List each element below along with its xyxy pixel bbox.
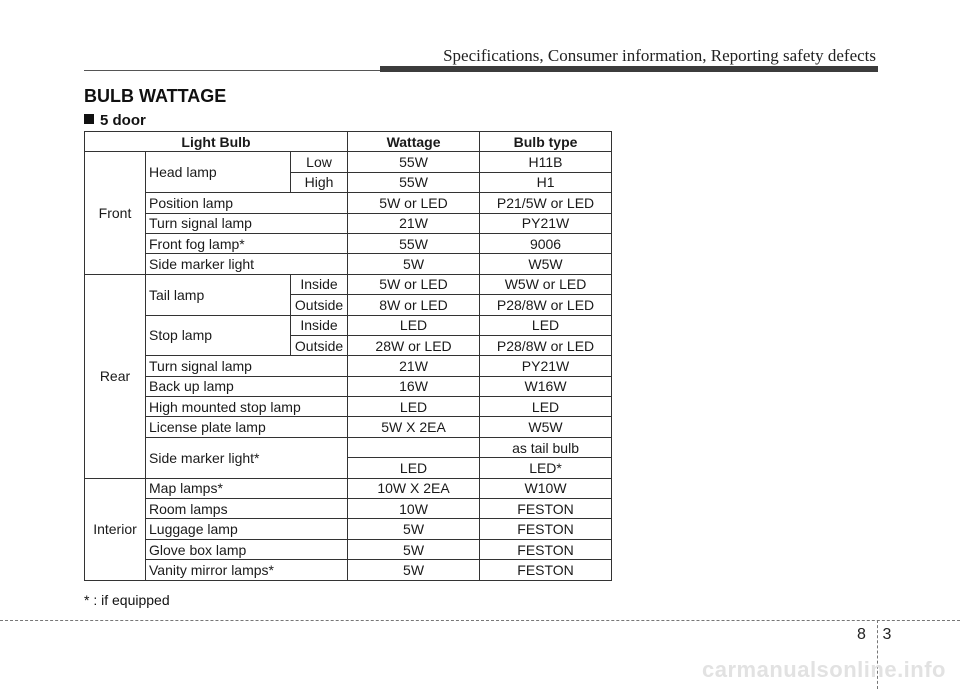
wattage-cell: 5W <box>348 560 480 580</box>
bulb-type-cell: P28/8W or LED <box>480 295 612 315</box>
table-row <box>85 213 612 233</box>
bulb-type-cell: W5W <box>480 254 612 274</box>
item-label: Luggage lamp <box>146 519 348 539</box>
bulb-type-cell: H1 <box>480 172 612 192</box>
subsection-heading <box>84 112 146 129</box>
page-number <box>857 626 901 644</box>
wattage-cell: 5W or LED <box>348 274 480 294</box>
column-header-bulb-type: Bulb type <box>480 132 612 152</box>
footnote: * : if equipped <box>84 592 170 608</box>
sub-label: Low <box>291 152 348 172</box>
wattage-cell: 5W <box>348 539 480 559</box>
chapter-number: 8 <box>857 626 866 643</box>
wattage-cell: 28W or LED <box>348 335 480 355</box>
table-row <box>85 437 612 457</box>
bulb-type-cell: P28/8W or LED <box>480 335 612 355</box>
table-row <box>85 417 612 437</box>
sub-label: Outside <box>291 295 348 315</box>
sub-label: Outside <box>291 335 348 355</box>
bulb-type-cell: as tail bulb <box>480 437 612 457</box>
wattage-cell: 5W <box>348 254 480 274</box>
item-stop-lamp: Stop lamp <box>146 315 291 356</box>
wattage-cell: 5W X 2EA <box>348 417 480 437</box>
table-row <box>85 193 612 213</box>
table-row <box>85 274 612 294</box>
item-label: Position lamp <box>146 193 348 213</box>
table-row <box>85 478 612 498</box>
item-label: Front fog lamp* <box>146 233 348 253</box>
table-row <box>85 254 612 274</box>
bulb-type-cell: LED <box>480 397 612 417</box>
wattage-cell: 55W <box>348 172 480 192</box>
bulb-type-cell: W5W or LED <box>480 274 612 294</box>
item-label: Back up lamp <box>146 376 348 396</box>
bulb-type-cell: FESTON <box>480 519 612 539</box>
wattage-cell: LED <box>348 315 480 335</box>
item-label: Turn signal lamp <box>146 213 348 233</box>
group-label-interior: Interior <box>85 478 146 580</box>
table-row <box>85 397 612 417</box>
page-number-value: 3 <box>882 626 892 643</box>
section-title: BULB WATTAGE <box>84 86 227 106</box>
table-row <box>85 519 612 539</box>
wattage-cell: 21W <box>348 213 480 233</box>
bulb-type-cell: LED <box>480 315 612 335</box>
wattage-cell: 10W X 2EA <box>348 478 480 498</box>
wattage-cell <box>348 437 480 457</box>
column-header-light-bulb: Light Bulb <box>85 132 348 152</box>
subsection-label: 5 door <box>100 112 146 129</box>
wattage-cell: 5W <box>348 519 480 539</box>
bulb-wattage-table <box>84 131 612 581</box>
wattage-cell: 5W or LED <box>348 193 480 213</box>
table-row <box>85 233 612 253</box>
bulb-type-cell: FESTON <box>480 560 612 580</box>
item-label: License plate lamp <box>146 417 348 437</box>
wattage-cell: LED <box>348 397 480 417</box>
table-row <box>85 315 612 335</box>
table-row <box>85 560 612 580</box>
item-label: Vanity mirror lamps* <box>146 560 348 580</box>
item-label: Side marker light <box>146 254 348 274</box>
bulb-type-cell: W10W <box>480 478 612 498</box>
sub-label: Inside <box>291 274 348 294</box>
group-label-front: Front <box>85 152 146 274</box>
bulb-type-cell: H11B <box>480 152 612 172</box>
table-row <box>85 376 612 396</box>
wattage-cell: 10W <box>348 499 480 519</box>
bulb-type-cell: P21/5W or LED <box>480 193 612 213</box>
item-tail-lamp: Tail lamp <box>146 274 291 315</box>
wattage-cell: 8W or LED <box>348 295 480 315</box>
item-side-marker-light: Side marker light* <box>146 437 348 478</box>
item-label: High mounted stop lamp <box>146 397 348 417</box>
item-head-lamp: Head lamp <box>146 152 291 193</box>
item-label: Room lamps <box>146 499 348 519</box>
bulb-type-cell: W5W <box>480 417 612 437</box>
bulb-type-cell: PY21W <box>480 213 612 233</box>
bulb-type-cell: LED* <box>480 458 612 478</box>
sub-label: Inside <box>291 315 348 335</box>
table-row <box>85 356 612 376</box>
square-bullet-icon <box>84 114 94 124</box>
header-rule-thin <box>84 70 384 71</box>
wattage-cell: 16W <box>348 376 480 396</box>
table-row <box>85 539 612 559</box>
watermark: carmanualsonline.info <box>702 657 946 682</box>
bulb-type-cell: W16W <box>480 376 612 396</box>
header-rule-bar <box>380 66 878 72</box>
table-header-row <box>85 132 612 152</box>
group-label-rear: Rear <box>85 274 146 478</box>
sub-label: High <box>291 172 348 192</box>
bulb-type-cell: 9006 <box>480 233 612 253</box>
bulb-type-cell: PY21W <box>480 356 612 376</box>
page-header-title: Specifications, Consumer information, Reporting safety defects <box>443 46 876 65</box>
item-label: Turn signal lamp <box>146 356 348 376</box>
wattage-cell: 21W <box>348 356 480 376</box>
column-header-wattage: Wattage <box>348 132 480 152</box>
wattage-cell: 55W <box>348 233 480 253</box>
item-label: Map lamps* <box>146 478 348 498</box>
wattage-cell: LED <box>348 458 480 478</box>
table-row <box>85 499 612 519</box>
wattage-cell: 55W <box>348 152 480 172</box>
bulb-type-cell: FESTON <box>480 539 612 559</box>
table-row <box>85 152 612 172</box>
page-footer-rule <box>0 620 960 621</box>
bulb-type-cell: FESTON <box>480 499 612 519</box>
item-label: Glove box lamp <box>146 539 348 559</box>
